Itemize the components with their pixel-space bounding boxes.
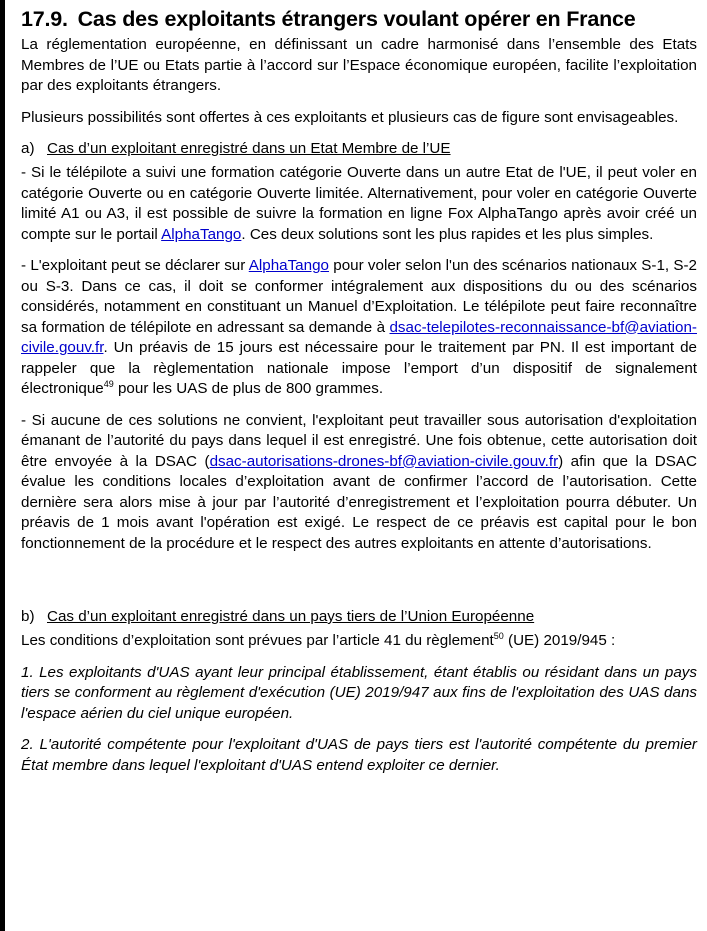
footnote-ref-49[interactable]: 49 bbox=[103, 379, 114, 389]
alphatango-link[interactable]: AlphaTango bbox=[161, 225, 242, 243]
section-heading bbox=[21, 6, 697, 32]
alphatango-link[interactable]: AlphaTango bbox=[248, 257, 329, 274]
document-content bbox=[21, 6, 697, 787]
text-run: . Ces deux solutions sont les plus rapides et les plus simples. bbox=[241, 225, 654, 243]
intro-paragraph-2: Plusieurs possibilités sont offertes à ces exploitants et plusieurs cas de figure sont envisageables. bbox=[21, 108, 679, 126]
subsection-a-paragraph-3 bbox=[21, 411, 697, 555]
section-title: Cas des exploitants étrangers voulant opérer en France bbox=[77, 7, 636, 31]
subsection-a-paragraph-2 bbox=[21, 256, 697, 400]
text-run: - Si aucune de ces solutions ne convient, l'exploitant peut travailler sous autorisation d'exploitation émanant de l’autorité du pays dans lequel il est enregistré. Une fois obtenue, cette autorisation doit être envoyée à la DSAC ( bbox=[21, 411, 697, 470]
text-run: pour les UAS de plus de 800 grammes. bbox=[113, 380, 384, 397]
spacer bbox=[21, 565, 697, 607]
intro-paragraph-1: La réglementation européenne, en définissant un cadre harmonisé dans l’ensemble des Etats Membres de l’UE ou Etats partie à l’accord sur l’Espace économique européen, facilite l’exploitation par des exploitants étrangers. bbox=[21, 36, 697, 94]
subsection-b-letter: b) bbox=[21, 608, 35, 625]
subsection-b-intro bbox=[21, 631, 697, 652]
telepilotes-email-link[interactable]: dsac-telepilotes-reconnaissance-bf@aviation-civile.gouv.fr bbox=[21, 318, 697, 356]
subsection-b-title: Cas d’un exploitant enregistré dans un pays tiers de l’Union Européenne bbox=[47, 608, 535, 625]
subsection-a-heading bbox=[21, 139, 697, 159]
footnote-ref-50[interactable]: 50 bbox=[493, 631, 504, 641]
text-run: (UE) 2019/945 : bbox=[503, 632, 616, 649]
text-run: . Un préavis de 15 jours est nécessaire pour le traitement par PN. Il est important de rappeler que la règlementation nationale impose l’emport d’un dispositif de signalement électronique bbox=[21, 339, 697, 397]
text-run: - L'exploitant peut se déclarer sur bbox=[21, 257, 249, 274]
subsection-a-paragraph-1 bbox=[21, 163, 697, 245]
text-run: Les conditions d’exploitation sont prévues par l’article 41 du règlement bbox=[21, 632, 494, 649]
text-run: ) afin que la DSAC évalue les conditions locales d’exploitation avant de confirmer l’accord de l’autorisation. Cette dernière sera alors mise à jour par l’autorité d’enregistrement et l’exploitation pourra débuter. Un préavis de 1 mois avant l'opération est exigé. Le respect de ce préavis est capital pour le bon fonctionnement de la procédure et le respect des autres exploitants en attente d’autorisations. bbox=[21, 452, 697, 552]
autorisations-email-link[interactable]: dsac-autorisations-drones-bf@aviation-civile.gouv.fr bbox=[209, 452, 559, 470]
subsection-a-title: Cas d’un exploitant enregistré dans un Etat Membre de l’UE bbox=[47, 140, 451, 157]
subsection-a-letter: a) bbox=[21, 140, 35, 157]
article-item-1: 1. Les exploitants d'UAS ayant leur principal établissement, étant établis ou résidant dans un pays tiers se conforment au règlement d'exécution (UE) 2019/947 aux fins de l'exploitation des UAS dans l'espace aérien du ciel unique européen. bbox=[21, 663, 697, 722]
text-run: pour voler selon l'un des scénarios nationaux S-1, S-2 ou S-3. Dans ce cas, il doit se conformer intégralement aux dispositions du ou des scénarios considérés, notamment en constituant un Manuel d’Exploitation. Le télépilote peut faire reconnaître sa formation de télépilote en adressant sa demande à bbox=[21, 257, 698, 336]
section-number: 17.9. bbox=[21, 7, 68, 31]
subsection-b-heading bbox=[21, 607, 697, 627]
article-item-2: 2. L'autorité compétente pour l'exploitant d'UAS de pays tiers est l'autorité compétente du premier État membre dans lequel l'exploitant d'UAS entend exploiter ce dernier. bbox=[21, 736, 697, 774]
text-run: - Si le télépilote a suivi une formation catégorie Ouverte dans un autre Etat de l'UE, il peut voler en catégorie Ouverte ou en catégorie Ouverte limitée. Alternativement, pour voler en catégorie Ouverte limité A1 ou A3, il est possible de suivre la formation en ligne Fox AlphaTango après avoir créé un compte sur le portail bbox=[21, 164, 697, 243]
